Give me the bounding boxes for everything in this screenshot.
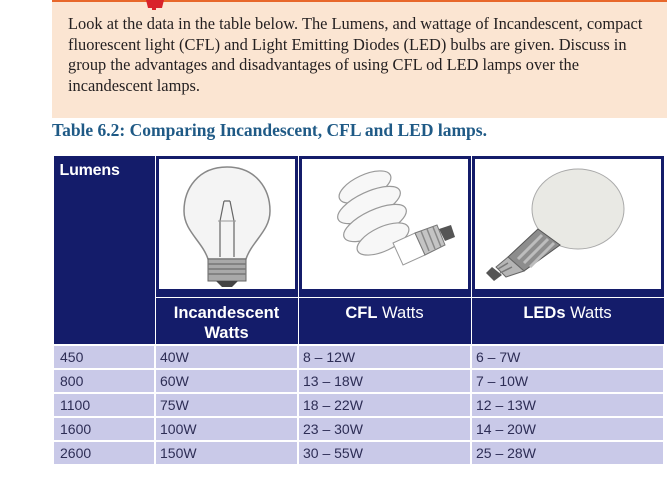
- header-cfl: [298, 298, 471, 345]
- activity-icon: [142, 0, 170, 10]
- cell-lumens: 1600: [53, 417, 155, 441]
- led-image-cell: [471, 156, 664, 298]
- cell-lumens: 800: [53, 369, 155, 393]
- cell-led: 6 – 7W: [471, 345, 664, 369]
- cfl-image-cell: [298, 156, 471, 298]
- header-led-rest: Watts: [565, 304, 612, 322]
- header-cfl-bold: CFL: [345, 304, 378, 322]
- cfl-bulb-icon: [302, 159, 468, 289]
- table-caption: Table 6.2: Comparing Incandescent, CFL and LED lamps.: [52, 120, 487, 140]
- table-row: [53, 369, 664, 393]
- header-incandescent-line1: Incandescent: [173, 304, 280, 322]
- cell-lumens: 1100: [53, 393, 155, 417]
- table-row: [53, 417, 664, 441]
- cell-incandescent: 60W: [155, 369, 298, 393]
- header-incandescent-line2: Watts: [204, 324, 249, 342]
- table-row: [53, 393, 664, 417]
- table-row: [53, 345, 664, 369]
- header-led: [471, 298, 664, 345]
- incandescent-bulb-icon: [159, 159, 295, 289]
- activity-box: [52, 0, 667, 118]
- incandescent-image-cell: [155, 156, 298, 298]
- cell-incandescent: 100W: [155, 417, 298, 441]
- cell-incandescent: 40W: [155, 345, 298, 369]
- cell-led: 14 – 20W: [471, 417, 664, 441]
- cell-cfl: 30 – 55W: [298, 441, 471, 465]
- header-led-bold: LEDs: [523, 304, 566, 322]
- activity-instructions: Look at the data in the table below. The Lumens, and wattage of Incandescent, compact fluorescent light (CFL) and Light Emitting Diodes (LED) bulbs are given. Discuss in group the advantages and disadvantages of using CFL od LED lamps over the incandescent lamps.: [68, 14, 643, 95]
- led-bulb-icon: [475, 159, 661, 289]
- cell-cfl: 13 – 18W: [298, 369, 471, 393]
- header-cfl-rest: Watts: [377, 304, 424, 322]
- cell-cfl: 18 – 22W: [298, 393, 471, 417]
- cell-cfl: 8 – 12W: [298, 345, 471, 369]
- table-row: [53, 441, 664, 465]
- cell-lumens: 2600: [53, 441, 155, 465]
- header-lumens: Lumens: [53, 156, 155, 345]
- comparison-table: [52, 155, 665, 466]
- cell-cfl: 23 – 30W: [298, 417, 471, 441]
- cell-lumens: 450: [53, 345, 155, 369]
- cell-incandescent: 150W: [155, 441, 298, 465]
- cell-led: 7 – 10W: [471, 369, 664, 393]
- cell-led: 12 – 13W: [471, 393, 664, 417]
- header-incandescent: [155, 298, 298, 345]
- cell-incandescent: 75W: [155, 393, 298, 417]
- cell-led: 25 – 28W: [471, 441, 664, 465]
